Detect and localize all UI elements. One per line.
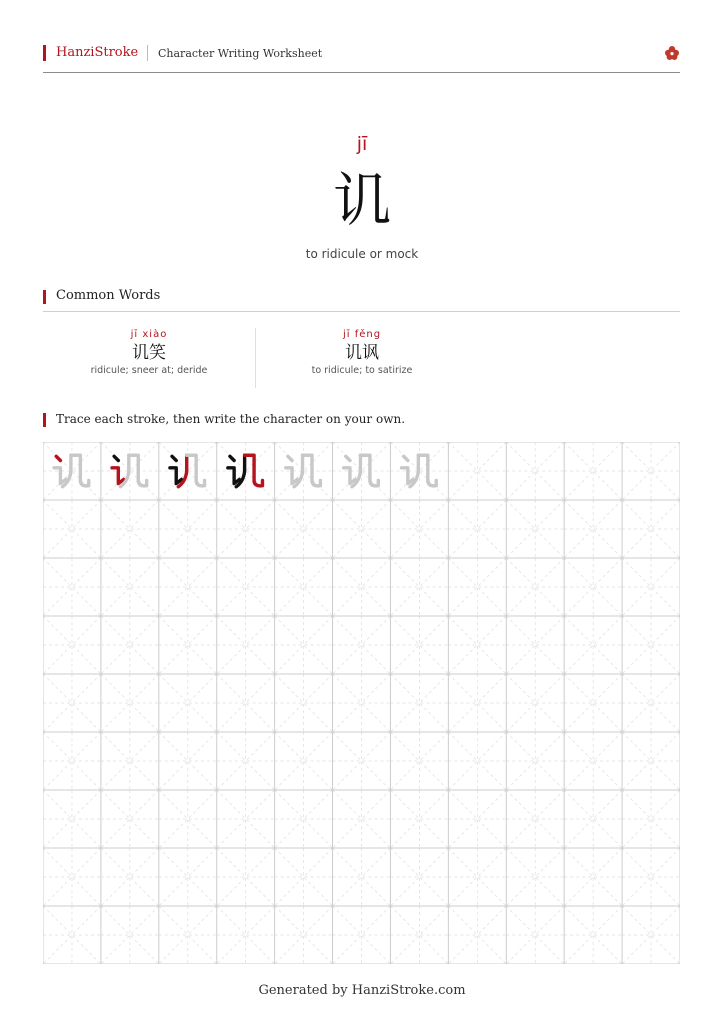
grid-cell[interactable] (217, 906, 275, 964)
grid-cell[interactable] (506, 674, 564, 732)
grid-cell[interactable] (101, 906, 159, 964)
grid-cell[interactable] (390, 558, 448, 616)
grid-cell[interactable] (448, 790, 506, 848)
grid-cell[interactable] (217, 500, 275, 558)
grid-cell[interactable] (506, 500, 564, 558)
practice-grid-canvas[interactable] (43, 442, 680, 964)
stroke-curved-hook (418, 455, 436, 486)
grid-cell[interactable] (217, 674, 275, 732)
grid-cell[interactable] (622, 848, 680, 906)
stroke-dot (230, 456, 234, 460)
practice-instruction (43, 411, 680, 431)
stroke-step-glyph (170, 455, 205, 487)
stroke-dot (346, 456, 350, 460)
stroke-curved-hook (71, 455, 89, 486)
worksheet-header (43, 42, 680, 73)
grid-cell[interactable] (43, 790, 101, 848)
grid-cell[interactable] (622, 790, 680, 848)
grid-cell[interactable] (217, 732, 275, 790)
stroke-curved-hook (129, 455, 147, 486)
grid-cell[interactable] (448, 558, 506, 616)
grid-cell[interactable] (333, 848, 391, 906)
brand-name[interactable]: HanziStroke (56, 45, 139, 60)
grid-cell[interactable] (506, 790, 564, 848)
stroke-dot (114, 456, 118, 460)
stroke-curved-hook (187, 455, 205, 486)
stroke-turn (228, 468, 240, 484)
grid-cell[interactable] (159, 732, 217, 790)
stroke-curved-hook (245, 455, 263, 486)
grid-cell[interactable] (506, 906, 564, 964)
grid-cell[interactable] (43, 848, 101, 906)
grid-cell[interactable] (622, 732, 680, 790)
grid-cell[interactable] (390, 790, 448, 848)
stroke-curved-hook (303, 455, 321, 486)
grid-cell[interactable] (564, 616, 622, 674)
trace-glyph (286, 455, 321, 487)
grid-cell[interactable] (217, 616, 275, 674)
grid-cell[interactable] (564, 790, 622, 848)
grid-cell[interactable] (506, 732, 564, 790)
trace-glyph (344, 455, 379, 487)
stroke-turn (402, 468, 414, 484)
stroke-step-glyph (54, 455, 89, 487)
grid-cell[interactable] (43, 906, 101, 964)
grid-cell[interactable] (101, 500, 159, 558)
stroke-turn (112, 468, 124, 484)
stroke-turn (344, 468, 356, 484)
grid-cell[interactable] (333, 790, 391, 848)
grid-cell[interactable] (390, 616, 448, 674)
grid-cell[interactable] (43, 732, 101, 790)
grid-cell[interactable] (506, 616, 564, 674)
grid-cell[interactable] (217, 790, 275, 848)
grid-cell[interactable] (506, 848, 564, 906)
grid-cell[interactable] (275, 674, 333, 732)
word-meaning: ridicule; sneer at; deride (90, 365, 208, 376)
grid-cell[interactable] (159, 848, 217, 906)
grid-cell[interactable] (622, 442, 680, 500)
grid-cell[interactable] (275, 616, 333, 674)
grid-cell[interactable] (448, 906, 506, 964)
worksheet-title: Character Writing Worksheet (158, 47, 323, 60)
grid-cell[interactable] (564, 906, 622, 964)
grid-cell[interactable] (448, 616, 506, 674)
word-hanzi: 讥笑 (132, 343, 166, 363)
grid-cell[interactable] (101, 848, 159, 906)
grid-cell[interactable] (564, 500, 622, 558)
grid-cell[interactable] (159, 558, 217, 616)
grid-cell[interactable] (333, 558, 391, 616)
grid-cell[interactable] (564, 848, 622, 906)
instruction-text: Trace each stroke, then write the character on your own. (56, 412, 406, 426)
stroke-turn (170, 468, 182, 484)
grid-cell[interactable] (101, 616, 159, 674)
grid-cell[interactable] (159, 906, 217, 964)
grid-cell[interactable] (390, 674, 448, 732)
grid-cell[interactable] (448, 500, 506, 558)
grid-cell[interactable] (43, 674, 101, 732)
grid-cell[interactable] (275, 848, 333, 906)
grid-cell[interactable] (159, 674, 217, 732)
grid-cell[interactable] (275, 906, 333, 964)
common-words-heading (43, 288, 680, 312)
grid-cell[interactable] (564, 442, 622, 500)
practice-grid[interactable] (43, 442, 680, 964)
grid-cell[interactable] (217, 848, 275, 906)
grid-cell[interactable] (448, 732, 506, 790)
grid-cell[interactable] (622, 558, 680, 616)
grid-cell[interactable] (101, 790, 159, 848)
stroke-turn (286, 468, 298, 484)
stroke-curved-hook (360, 455, 378, 486)
grid-cell[interactable] (101, 674, 159, 732)
section-accent-bar (43, 290, 46, 304)
word-pinyin: jī fěng (342, 329, 382, 340)
grid-cell[interactable] (564, 558, 622, 616)
stroke-step-glyph (112, 455, 147, 487)
section-accent-bar (43, 413, 46, 427)
word-hanzi: 讥讽 (345, 343, 379, 363)
grid-cell[interactable] (275, 732, 333, 790)
grid-cell[interactable] (275, 790, 333, 848)
grid-cell[interactable] (275, 500, 333, 558)
word-item (256, 328, 468, 388)
stroke-step-glyph (228, 455, 263, 487)
stroke-dot (288, 456, 292, 460)
grid-cell[interactable] (622, 500, 680, 558)
main-character: 讥 (332, 166, 391, 234)
plum-blossom-icon (664, 45, 680, 61)
grid-cell[interactable] (333, 906, 391, 964)
grid-cell[interactable] (622, 906, 680, 964)
grid-cell[interactable] (390, 906, 448, 964)
trace-glyph (402, 455, 437, 487)
stroke-turn (54, 468, 66, 484)
grid-cell[interactable] (564, 674, 622, 732)
section-title: Common Words (56, 288, 161, 303)
word-pinyin: jī xiào (130, 329, 168, 340)
grid-cell[interactable] (159, 500, 217, 558)
grid-cell[interactable] (217, 558, 275, 616)
stroke-dot (56, 456, 60, 460)
grid-cell[interactable] (506, 442, 564, 500)
grid-cell[interactable] (43, 558, 101, 616)
grid-cell[interactable] (333, 674, 391, 732)
grid-cell[interactable] (622, 616, 680, 674)
brand-accent-bar (43, 45, 46, 61)
grid-cell[interactable] (622, 674, 680, 732)
word-item (43, 328, 255, 388)
grid-cell[interactable] (390, 848, 448, 906)
footer-credit: Generated by HanziStroke.com (258, 983, 466, 998)
grid-cell[interactable] (43, 500, 101, 558)
grid-cell[interactable] (333, 732, 391, 790)
header-separator (147, 45, 148, 61)
grid-cell[interactable] (159, 616, 217, 674)
grid-cell[interactable] (390, 500, 448, 558)
main-meaning: to ridicule or mock (305, 247, 419, 261)
grid-cell[interactable] (43, 616, 101, 674)
common-words-list (43, 328, 468, 388)
word-meaning: to ridicule; to satirize (311, 365, 413, 376)
grid-cell[interactable] (506, 558, 564, 616)
grid-cell[interactable] (333, 500, 391, 558)
grid-cell[interactable] (448, 442, 506, 500)
grid-cell[interactable] (333, 616, 391, 674)
main-pinyin: jī (356, 133, 368, 155)
stroke-dot (404, 456, 408, 460)
grid-cell[interactable] (159, 790, 217, 848)
grid-cell[interactable] (101, 732, 159, 790)
grid-cell[interactable] (448, 674, 506, 732)
grid-cell[interactable] (390, 732, 448, 790)
grid-cell[interactable] (448, 848, 506, 906)
grid-cell[interactable] (275, 558, 333, 616)
stroke-dot (172, 456, 176, 460)
grid-cell[interactable] (101, 558, 159, 616)
grid-cell[interactable] (564, 732, 622, 790)
